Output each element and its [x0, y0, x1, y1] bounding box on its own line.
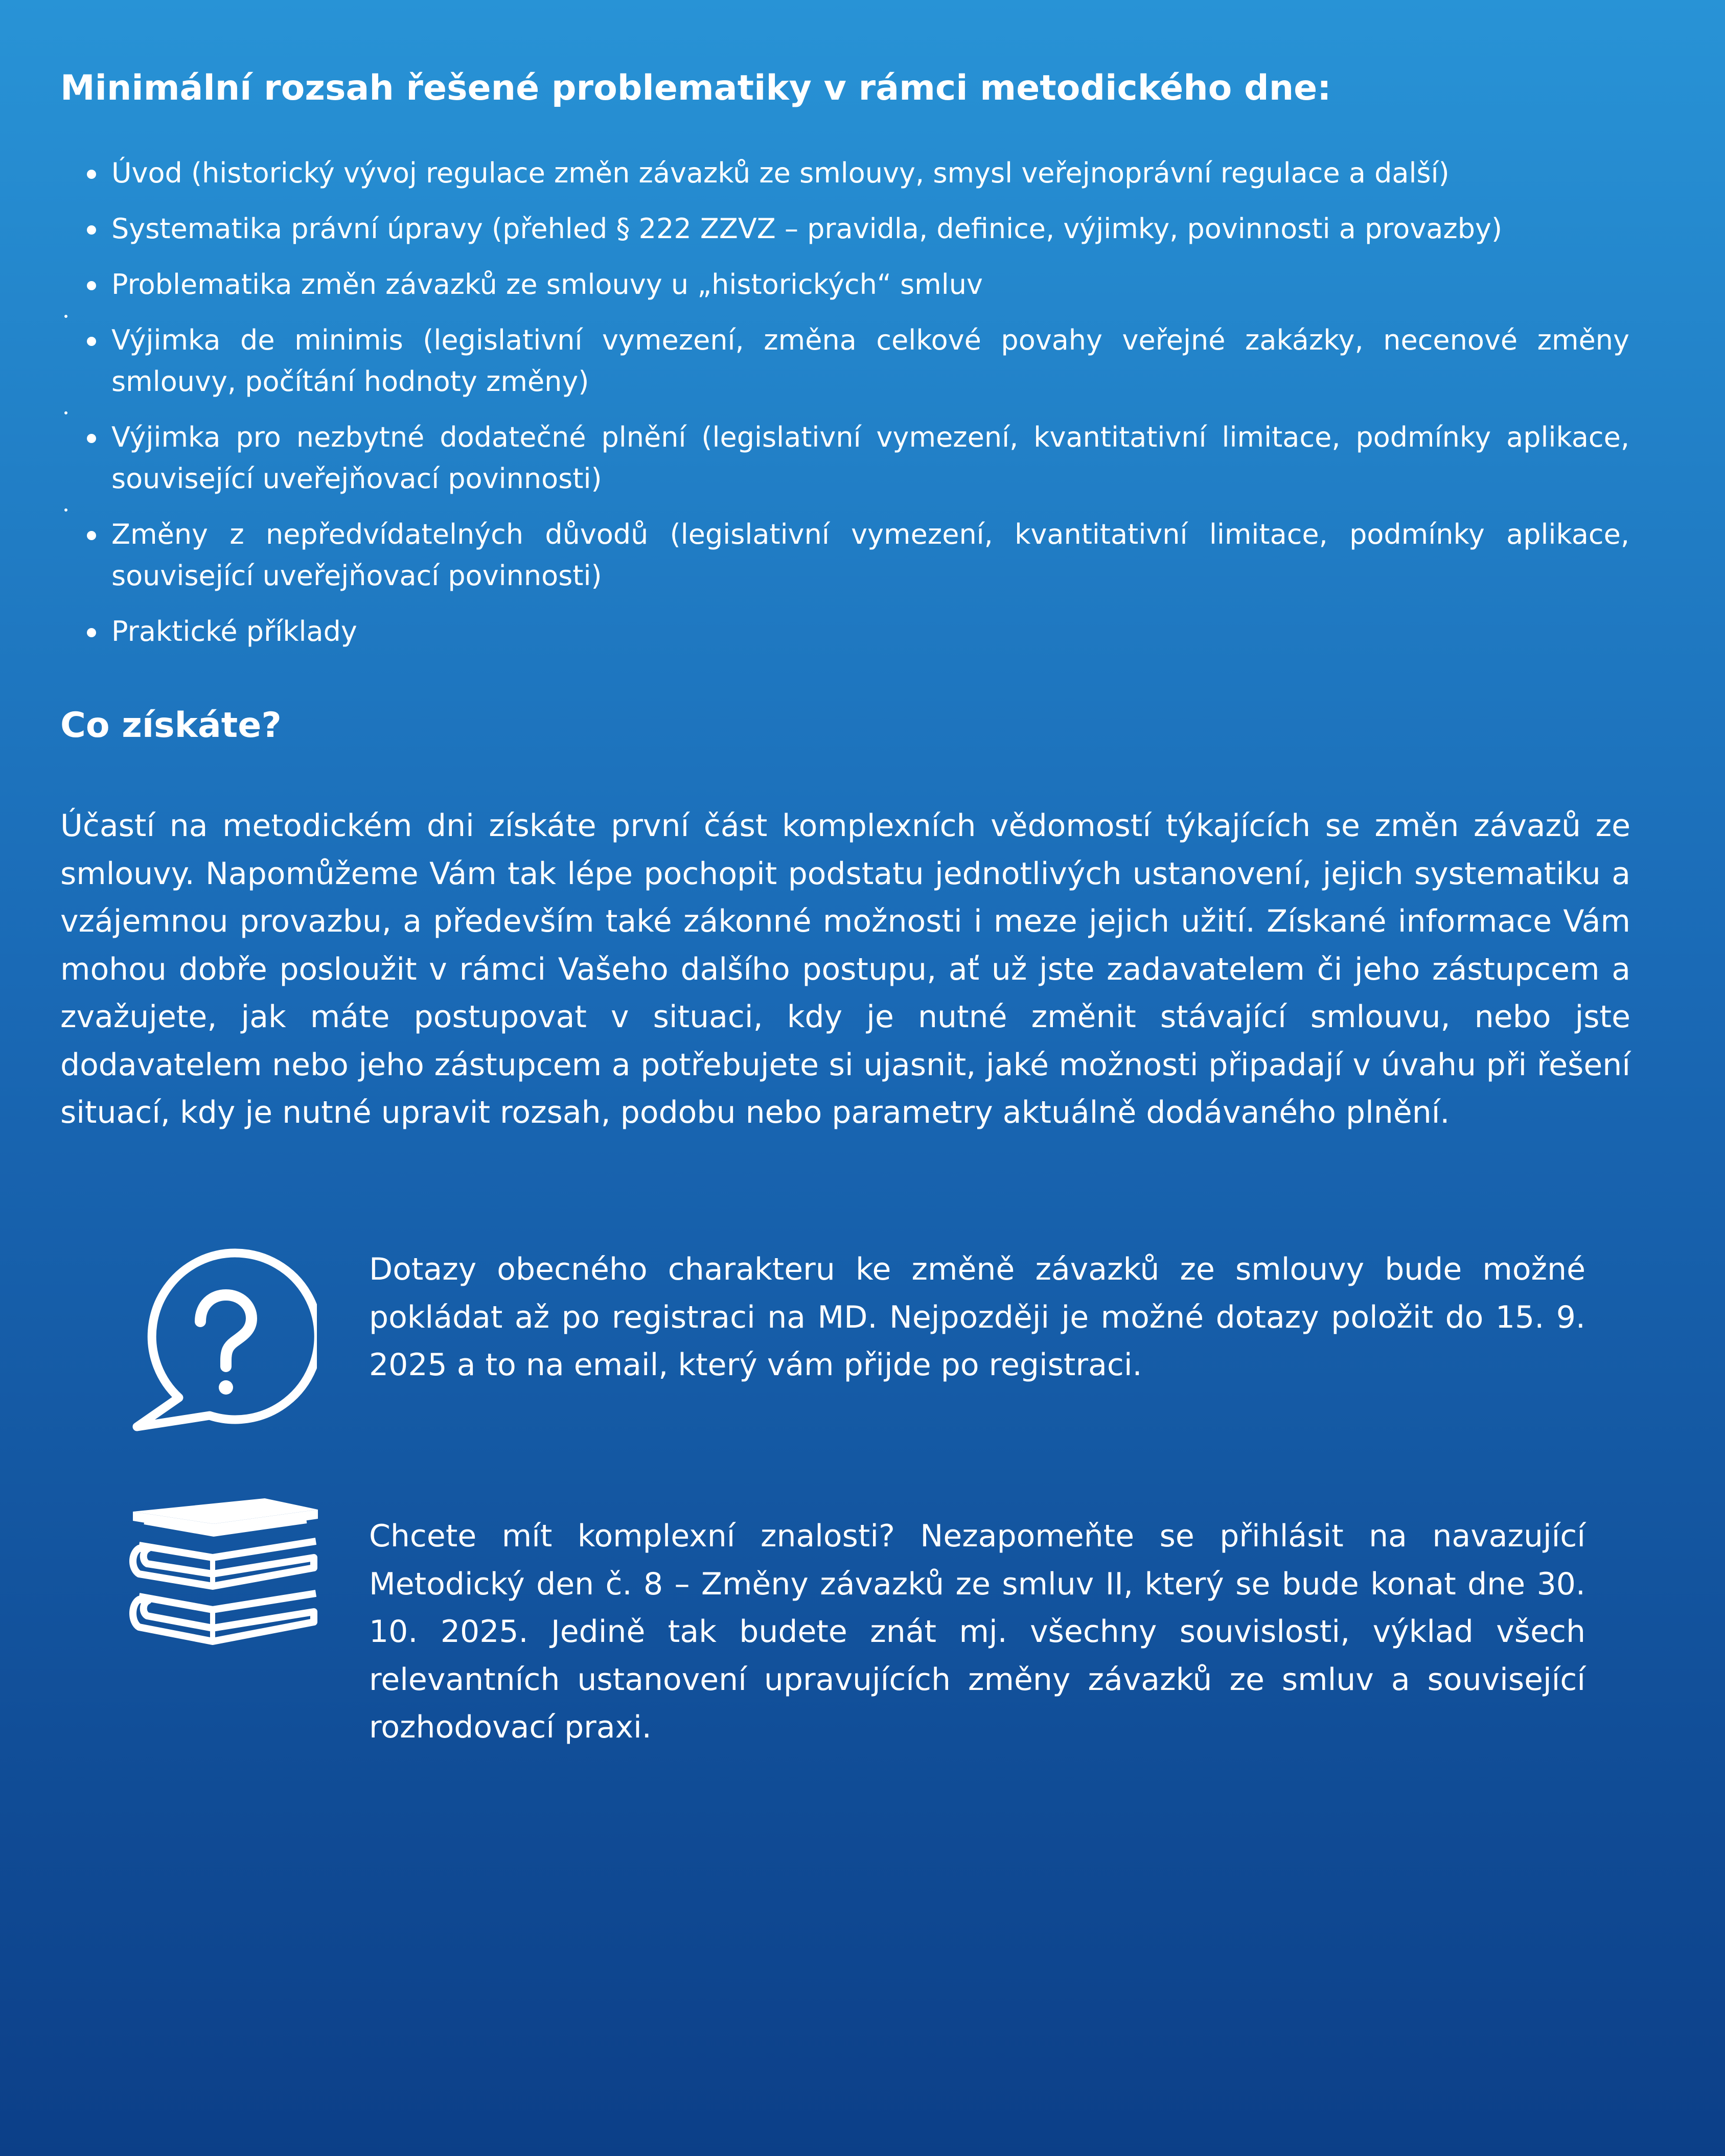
bullet-icon [87, 337, 96, 346]
topic-text: Praktické příklady [111, 615, 357, 647]
topic-text: Změny z nepředvídatelných důvodů (legislativní vymezení, kvantitativní limitace, podmínky aplikace, související uveřejňovací povinnosti) [111, 518, 1629, 592]
topic-item [60, 264, 1629, 305]
topic-item [60, 152, 1629, 194]
topic-item [60, 611, 1629, 652]
topic-text: Úvod (historický vývoj regulace změn závazků ze smlouvy, smysl veřejnoprávní regulace a další) [111, 157, 1450, 189]
bullet-icon [87, 281, 96, 290]
stray-dot [64, 508, 67, 512]
benefits-heading: Co získáte? [60, 705, 282, 746]
benefits-paragraph: Účastí na metodickém dni získáte první část komplexních vědomostí týkajících se změn závazů ze smlouvy. Napomůžeme Vám tak lépe pochopit podstatu jednotlivých ustanovení, jejich systematiku a vzájemnou provazbu, a především také zákonné možnosti i meze jejich užití. Získané informace Vám mohou dobře posloužit v rámci Vašeho dalšího postupu, ať už jste zadavatelem či jeho zástupcem a zvažujete, jak máte postupovat v situaci, kdy je nutné změnit stávající smlouvu, nebo jste dodavatelem nebo jeho zástupcem a potřebujete si ujasnit, jaké možnosti připadají v úvahu při řešení situací, kdy je nutné upravit rozsah, podobu nebo parametry aktuálně dodávaného plnění. [60, 808, 1630, 1130]
bullet-icon [87, 225, 96, 235]
questions-note: Dotazy obecného charakteru ke změně závazků ze smlouvy bude možné pokládat až po registraci na MD. Nejpozději je možné dotazy položit do 15. 9. 2025 a to na email, který vám přijde po registraci. [369, 1251, 1585, 1383]
topic-text: Výjimka pro nezbytné dodatečné plnění (legislativní vymezení, kvantitativní limitace, podmínky aplikace, související uveřejňovací povinnosti) [111, 421, 1629, 495]
books-icon [127, 1492, 324, 1651]
topic-item [60, 416, 1629, 499]
bullet-icon [87, 628, 96, 637]
stray-dot [64, 411, 67, 414]
topic-item [60, 208, 1629, 249]
topic-item [60, 514, 1629, 596]
topic-text: Výjimka de minimis (legislativní vymezení, změna celkové povahy veřejné zakázky, necenové změny smlouvy, počítání hodnoty změny) [111, 324, 1629, 398]
stray-dot [64, 315, 67, 318]
bullet-icon [87, 434, 96, 443]
bullet-icon [87, 170, 96, 179]
question-bubble-icon [123, 1247, 317, 1436]
next-day-note: Chcete mít komplexní znalosti? Nezapomeňte se přihlásit na navazující Metodický den č. 8 – Změny závazků ze smluv II, který se bude konat dne 30. 10. 2025. Jedině tak budete znát mj. všechny souvislosti, výklad všech relevantních ustanovení upravujících změny závazků ze smluv a související rozhodovací praxi. [369, 1518, 1585, 1745]
topic-text: Systematika právní úpravy (přehled § 222 ZZVZ – pravidla, definice, výjimky, povinnosti a provazby) [111, 213, 1503, 245]
topic-text: Problematika změn závazků ze smlouvy u „historických“ smluv [111, 268, 983, 300]
topic-item [60, 319, 1629, 402]
topics-list [60, 152, 1629, 666]
topics-heading: Minimální rozsah řešené problematiky v rámci metodického dne: [60, 68, 1331, 108]
bullet-icon [87, 531, 96, 540]
